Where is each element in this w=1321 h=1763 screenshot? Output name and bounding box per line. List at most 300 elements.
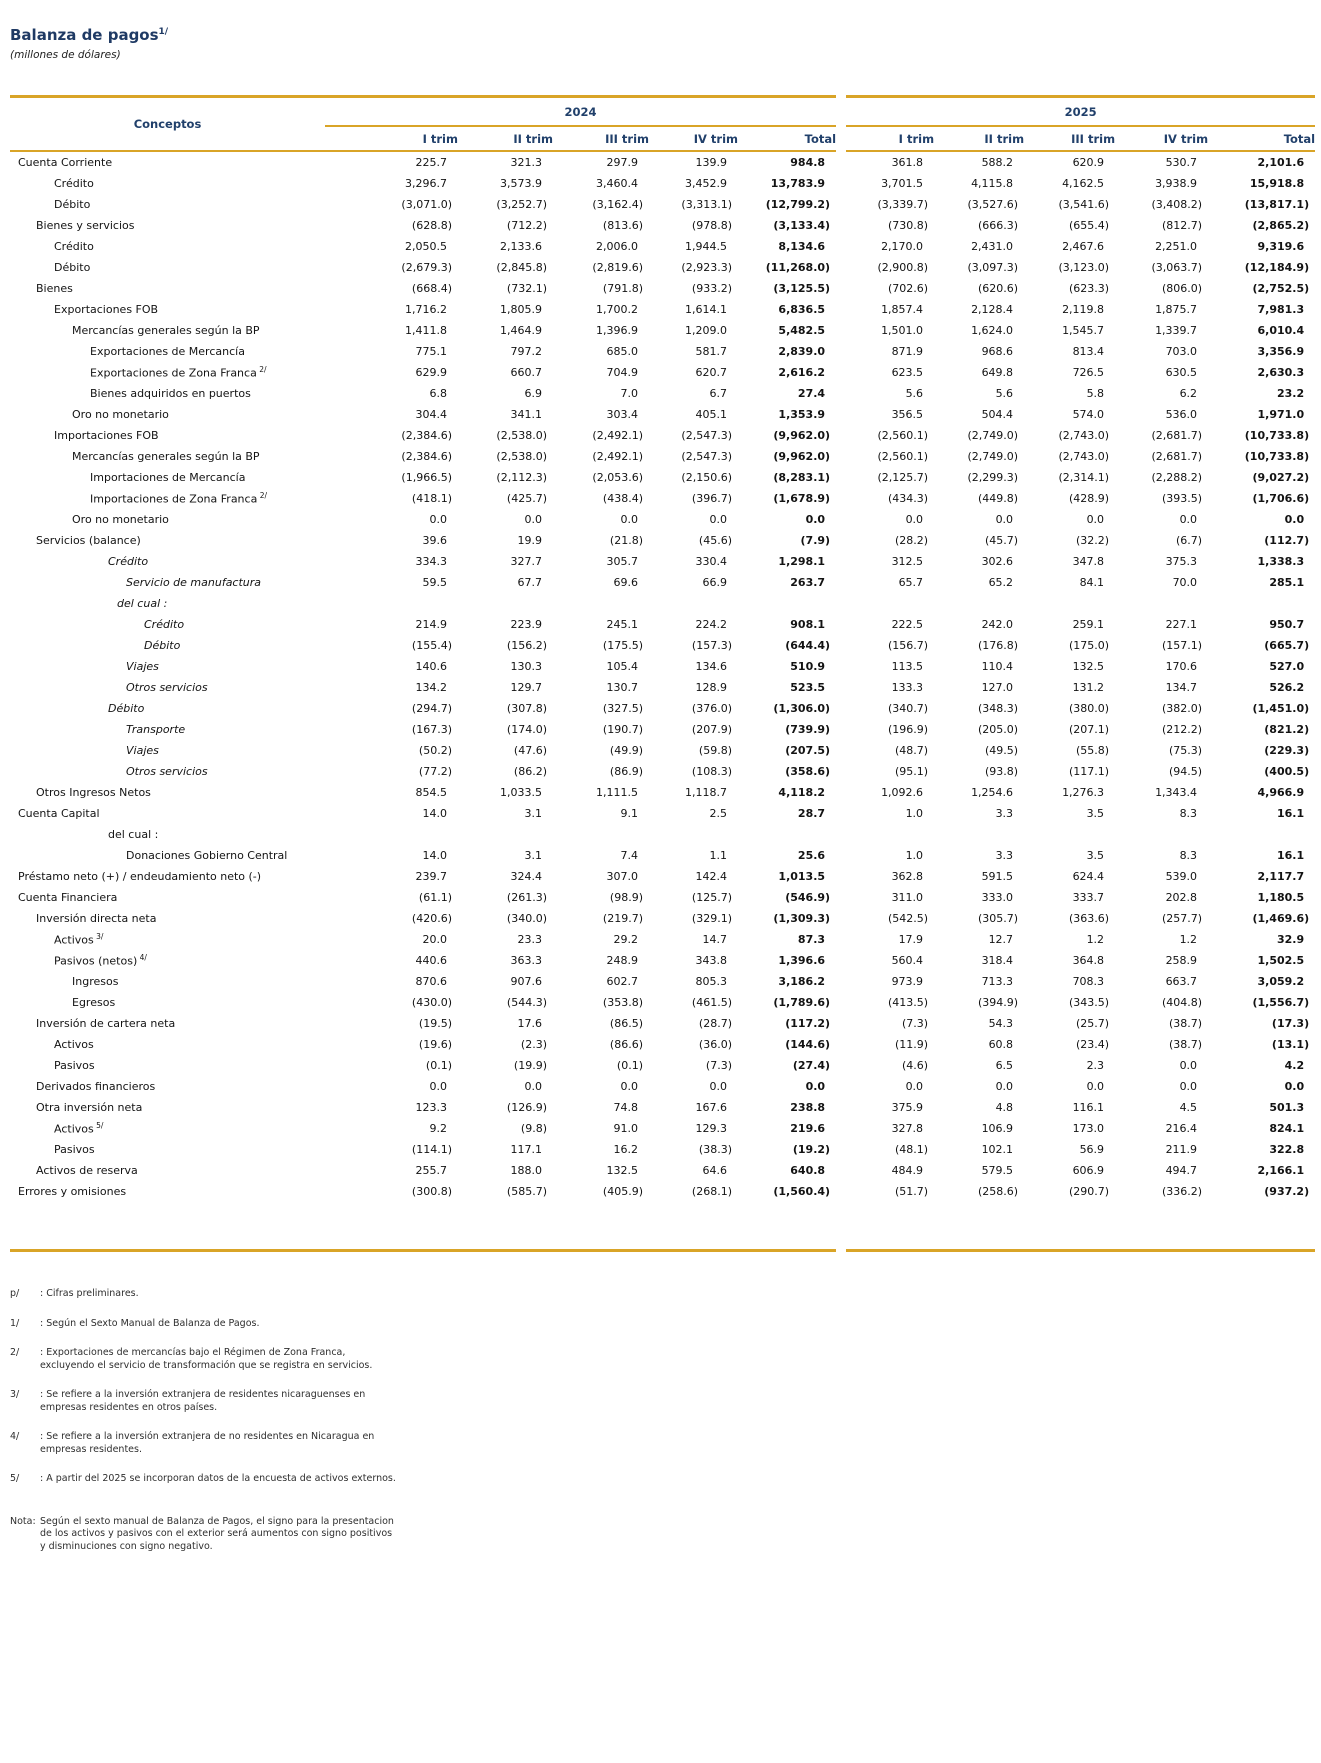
value-cell: 1,209.0	[685, 324, 727, 337]
value-cell: (28.2)	[894, 534, 929, 547]
year-group-gap	[836, 803, 846, 824]
value-cell: 188.0	[510, 1164, 542, 1177]
value-cell: (11.9)	[894, 1038, 929, 1051]
value-cell: 2.5	[709, 807, 727, 820]
total-value-cell: 2,839.0	[778, 345, 826, 358]
table-row	[10, 803, 1315, 824]
value-cell: 17.6	[517, 1017, 542, 1030]
table-row	[10, 677, 1315, 698]
title-footnote-marker: 1/	[158, 27, 169, 37]
value-cell: (19.5)	[418, 1017, 452, 1030]
table-row	[10, 1118, 1315, 1139]
value-cell: 797.2	[510, 345, 542, 358]
total-value-cell: 0.0	[805, 513, 826, 526]
value-cell: (2,150.6)	[681, 471, 732, 484]
footnote-marker: Nota:	[10, 1515, 36, 1527]
value-cell: (86.6)	[609, 1038, 643, 1051]
table-row	[10, 446, 1315, 467]
value-cell: 4,162.5	[1062, 177, 1105, 190]
value-cell: 134.2	[415, 681, 447, 694]
row-label: Cuenta Corriente	[18, 156, 113, 169]
value-cell: (19.6)	[418, 1038, 452, 1051]
value-cell: 0.0	[620, 1080, 638, 1093]
value-cell: 0.0	[709, 1080, 727, 1093]
value-cell: 606.9	[1072, 1164, 1105, 1177]
value-cell: 321.3	[510, 156, 542, 169]
value-cell: 54.3	[988, 1017, 1014, 1030]
col-header-2024-q3: III trim	[553, 126, 649, 151]
value-cell: 0.0	[1179, 1059, 1198, 1072]
value-cell: 223.9	[510, 618, 542, 631]
value-cell: (38.7)	[1168, 1038, 1203, 1051]
value-cell: (813.6)	[602, 219, 643, 232]
value-cell: 356.5	[891, 408, 924, 421]
value-cell: 375.3	[1165, 555, 1198, 568]
table-row	[10, 929, 1315, 950]
value-cell	[846, 824, 934, 845]
year-header-row	[10, 97, 1315, 127]
table-row	[10, 824, 1315, 845]
value-cell: (3,162.4)	[592, 198, 643, 211]
row-label: Inversión de cartera neta	[36, 1017, 176, 1030]
value-cell: 2,467.6	[1062, 240, 1105, 253]
value-cell: 12.7	[988, 933, 1014, 946]
value-cell: 327.7	[510, 555, 542, 568]
total-value-cell: (1,706.6)	[1252, 492, 1310, 505]
value-cell: 871.9	[891, 345, 924, 358]
value-cell: (117.1)	[1068, 765, 1110, 778]
value-cell: (428.9)	[1068, 492, 1110, 505]
table-row	[10, 740, 1315, 761]
value-cell: (61.1)	[418, 891, 452, 904]
value-cell: (55.8)	[1075, 744, 1110, 757]
value-cell: (430.0)	[411, 996, 452, 1009]
total-value-cell: 16.1	[1276, 807, 1305, 820]
total-value-cell: (2,865.2)	[1252, 219, 1310, 232]
year-group-gap	[836, 97, 846, 152]
value-cell: 2,431.0	[971, 240, 1014, 253]
total-value-cell: 3,356.9	[1257, 345, 1305, 358]
value-cell: 211.9	[1165, 1143, 1198, 1156]
value-cell: (791.8)	[602, 282, 643, 295]
total-value-cell: 0.0	[805, 1080, 826, 1093]
total-value-cell: 527.0	[1269, 660, 1305, 673]
value-cell: 1.0	[905, 849, 924, 862]
value-cell: 305.7	[606, 555, 638, 568]
value-cell: (207.9)	[691, 723, 732, 736]
value-cell: (47.6)	[513, 744, 547, 757]
value-cell: (3,527.6)	[967, 198, 1019, 211]
value-cell: (25.7)	[1075, 1017, 1110, 1030]
value-cell	[1024, 824, 1115, 845]
value-cell: (307.8)	[506, 702, 547, 715]
table-row	[10, 614, 1315, 635]
value-cell: (3,063.7)	[1151, 261, 1203, 274]
value-cell: 127.0	[981, 681, 1014, 694]
value-cell: (93.8)	[984, 765, 1019, 778]
row-label: Bienes y servicios	[36, 219, 135, 232]
value-cell: 333.0	[981, 891, 1014, 904]
value-cell	[1115, 593, 1208, 614]
table-row	[10, 698, 1315, 719]
value-cell	[846, 593, 934, 614]
col-header-2025-total: Total	[1208, 126, 1315, 151]
value-cell: 17.9	[898, 933, 924, 946]
value-cell: (343.5)	[1068, 996, 1110, 1009]
year-group-gap	[836, 488, 846, 509]
row-label: Donaciones Gobierno Central	[126, 849, 288, 862]
total-value-cell: 32.9	[1276, 933, 1305, 946]
value-cell: 5.6	[995, 387, 1014, 400]
value-cell: 6.7	[709, 387, 727, 400]
total-value-cell: (1,789.6)	[773, 996, 831, 1009]
footnote-text: : Se refiere a la inversión extranjera de residentes nicaraguenses en empresas residentes en otros países.	[40, 1389, 366, 1413]
total-value-cell: (1,469.6)	[1252, 912, 1310, 925]
value-cell: (2,492.1)	[592, 450, 643, 463]
table-row	[10, 320, 1315, 341]
total-value-cell: (2,752.5)	[1252, 282, 1310, 295]
row-label: Oro no monetario	[72, 513, 169, 526]
table-row	[10, 1013, 1315, 1034]
value-cell	[934, 593, 1024, 614]
row-label: Cuenta Capital	[18, 807, 100, 820]
total-value-cell: (10,733.8)	[1244, 450, 1310, 463]
value-cell: (3,097.3)	[967, 261, 1019, 274]
value-cell: 0.0	[1086, 1080, 1105, 1093]
footnote-marker: 3/	[10, 1389, 20, 1400]
value-cell: 91.0	[613, 1122, 638, 1135]
total-value-cell: (207.5)	[785, 744, 831, 757]
value-cell: (126.9)	[506, 1101, 547, 1114]
value-cell: 69.6	[613, 576, 638, 589]
value-cell: 216.4	[1165, 1122, 1198, 1135]
value-cell: 245.1	[606, 618, 638, 631]
footnote-text: : Se refiere a la inversión extranjera de no residentes en Nicaragua en empresas residentes.	[40, 1431, 375, 1455]
row-label: Débito	[54, 261, 91, 274]
value-cell	[553, 593, 649, 614]
value-cell: 9.2	[429, 1122, 447, 1135]
value-cell: (438.4)	[602, 492, 643, 505]
year-group-gap	[836, 299, 846, 320]
table-row	[10, 1055, 1315, 1076]
value-cell	[649, 593, 738, 614]
total-value-cell: 15,918.8	[1249, 177, 1305, 190]
year-group-gap	[836, 824, 846, 845]
col-header-2025-q3: III trim	[1024, 126, 1115, 151]
row-footnote-marker: 5/	[93, 1121, 104, 1131]
value-cell: 222.5	[891, 618, 924, 631]
total-value-cell: 2,117.7	[1257, 870, 1305, 883]
value-cell: (544.3)	[506, 996, 547, 1009]
total-value-cell: (7.9)	[800, 534, 831, 547]
total-value-cell	[1208, 593, 1315, 614]
table-row	[10, 719, 1315, 740]
year-group-gap	[836, 866, 846, 887]
total-value-cell: 4,966.9	[1257, 786, 1305, 799]
row-footnote-marker: 2/	[257, 491, 268, 501]
value-cell: 1,396.9	[596, 324, 638, 337]
row-label: Crédito	[54, 240, 94, 253]
value-cell: (86.9)	[609, 765, 643, 778]
row-label: Viajes	[126, 744, 159, 757]
value-cell: 560.4	[891, 954, 924, 967]
value-cell: 2,128.4	[971, 303, 1014, 316]
total-value-cell: (10,733.8)	[1244, 429, 1310, 442]
total-value-cell: 13,783.9	[770, 177, 826, 190]
value-cell: 255.7	[415, 1164, 447, 1177]
value-cell: 0.0	[995, 513, 1014, 526]
total-value-cell: 501.3	[1269, 1101, 1305, 1114]
value-cell: (98.9)	[609, 891, 643, 904]
value-cell: 660.7	[510, 366, 542, 379]
year-group-gap	[836, 698, 846, 719]
value-cell: 4.5	[1179, 1101, 1198, 1114]
value-cell: 1,118.7	[685, 786, 727, 799]
value-cell: (7.3)	[705, 1059, 732, 1072]
value-cell: 142.4	[695, 870, 727, 883]
value-cell: (4.6)	[901, 1059, 929, 1072]
value-cell: 3.5	[1086, 849, 1105, 862]
footnote-marker: 5/	[10, 1473, 20, 1484]
value-cell	[325, 593, 458, 614]
page-title	[10, 26, 1315, 44]
value-cell: 704.9	[606, 366, 638, 379]
year-group-gap	[836, 929, 846, 950]
footnote-text: : A partir del 2025 se incorporan datos de la encuesta de activos externos.	[40, 1473, 396, 1484]
total-value-cell: 27.4	[797, 387, 826, 400]
row-label: Bienes	[36, 282, 73, 295]
table-row	[10, 530, 1315, 551]
value-cell: (2,384.6)	[401, 429, 452, 442]
value-cell: 65.7	[898, 576, 924, 589]
row-label: del cual :	[108, 828, 159, 841]
value-cell: 1,624.0	[971, 324, 1014, 337]
value-cell: 14.0	[422, 807, 447, 820]
year-group-gap	[836, 971, 846, 992]
value-cell: 311.0	[891, 891, 924, 904]
value-cell: 102.1	[981, 1143, 1014, 1156]
total-value-cell: (11,268.0)	[765, 261, 831, 274]
total-value-cell: 9,319.6	[1257, 240, 1305, 253]
value-cell: (207.1)	[1068, 723, 1110, 736]
value-cell: 327.8	[891, 1122, 924, 1135]
table-row	[10, 656, 1315, 677]
row-footnote-marker: 4/	[137, 953, 147, 963]
footnote-marker: 2/	[10, 1347, 20, 1358]
value-cell: 581.7	[695, 345, 727, 358]
table-row	[10, 151, 1315, 173]
concepts-header: Conceptos	[10, 97, 325, 152]
value-cell: (329.1)	[691, 912, 732, 925]
row-footnote-marker: 2/	[256, 365, 267, 375]
value-cell	[1024, 593, 1115, 614]
value-cell	[458, 593, 553, 614]
value-cell: (0.1)	[425, 1059, 452, 1072]
total-value-cell: 1,298.1	[778, 555, 826, 568]
value-cell: 59.5	[422, 576, 447, 589]
value-cell: (86.2)	[513, 765, 547, 778]
table-row	[10, 383, 1315, 404]
value-cell: (585.7)	[506, 1185, 547, 1198]
row-label: Crédito	[144, 618, 185, 631]
value-cell: (336.2)	[1161, 1185, 1203, 1198]
value-cell: 494.7	[1165, 1164, 1198, 1177]
total-value-cell: 8,134.6	[778, 240, 826, 253]
value-cell: 685.0	[606, 345, 638, 358]
total-value-cell: (400.5)	[1264, 765, 1310, 778]
row-label: Transporte	[126, 723, 186, 736]
value-cell: 0.0	[1179, 1080, 1198, 1093]
value-cell: 167.6	[695, 1101, 727, 1114]
year-group-gap	[836, 908, 846, 929]
value-cell: (3,541.6)	[1058, 198, 1110, 211]
value-cell: (51.7)	[894, 1185, 929, 1198]
row-label: Egresos	[72, 996, 116, 1009]
value-cell: 258.9	[1165, 954, 1198, 967]
value-cell: 66.9	[702, 576, 727, 589]
value-cell: 708.3	[1072, 975, 1105, 988]
value-cell: (157.1)	[1161, 639, 1203, 652]
total-value-cell	[738, 593, 836, 614]
total-value-cell: 1,396.6	[778, 954, 826, 967]
total-value-cell: 0.0	[1284, 513, 1305, 526]
value-cell: 363.3	[510, 954, 542, 967]
year-group-gap	[836, 530, 846, 551]
value-cell: 1,411.8	[405, 324, 447, 337]
total-value-cell: 2,166.1	[1257, 1164, 1305, 1177]
value-cell: (353.8)	[602, 996, 643, 1009]
value-cell: 324.4	[510, 870, 542, 883]
table-row	[10, 278, 1315, 299]
value-cell: 591.5	[981, 870, 1014, 883]
value-cell: 130.3	[510, 660, 542, 673]
value-cell: 713.3	[981, 975, 1014, 988]
value-cell: 2,133.6	[500, 240, 542, 253]
value-cell: 3.3	[995, 807, 1014, 820]
value-cell: 225.7	[415, 156, 447, 169]
value-cell: (45.7)	[984, 534, 1019, 547]
value-cell: 14.0	[422, 849, 447, 862]
total-value-cell: (12,184.9)	[1244, 261, 1310, 274]
value-cell: 504.4	[981, 408, 1014, 421]
value-cell: 5.8	[1086, 387, 1105, 400]
value-cell: 623.5	[891, 366, 924, 379]
row-label: Crédito	[108, 555, 149, 568]
value-cell: (167.3)	[411, 723, 452, 736]
value-cell: (978.8)	[691, 219, 732, 232]
value-cell: 3,938.9	[1155, 177, 1198, 190]
value-cell: 620.9	[1072, 156, 1105, 169]
value-cell: 0.0	[1179, 513, 1198, 526]
value-cell: (48.7)	[894, 744, 929, 757]
value-cell: 973.9	[891, 975, 924, 988]
total-value-cell: (112.7)	[1264, 534, 1310, 547]
total-value-cell: 2,630.3	[1257, 366, 1305, 379]
value-cell: (86.5)	[609, 1017, 643, 1030]
value-cell: 16.2	[613, 1143, 638, 1156]
value-cell: 539.0	[1165, 870, 1198, 883]
value-cell: 3.1	[524, 849, 542, 862]
year-group-gap	[836, 761, 846, 782]
value-cell: 2.3	[1086, 1059, 1105, 1072]
value-cell: 130.7	[606, 681, 638, 694]
year-group-gap	[836, 194, 846, 215]
table-row	[10, 887, 1315, 908]
footnote-item	[10, 1318, 440, 1331]
value-cell: 341.1	[510, 408, 542, 421]
value-cell: (712.2)	[506, 219, 547, 232]
row-label: Activos $^{3/}$	[54, 932, 104, 947]
year-group-gap	[836, 151, 846, 173]
row-label: Activos	[54, 1038, 94, 1051]
row-label: Activos $^{5/}$	[54, 1121, 104, 1136]
year-group-gap	[836, 341, 846, 362]
total-value-cell: (358.6)	[785, 765, 831, 778]
table-row	[10, 866, 1315, 887]
value-cell: 726.5	[1072, 366, 1105, 379]
value-cell: (425.7)	[506, 492, 547, 505]
table-row	[10, 908, 1315, 929]
year-group-gap	[836, 1097, 846, 1118]
total-value-cell: 3,059.2	[1257, 975, 1305, 988]
value-cell: (38.7)	[1168, 1017, 1203, 1030]
value-cell: (0.1)	[616, 1059, 643, 1072]
total-value-cell: 6,010.4	[1257, 324, 1305, 337]
value-cell: (413.5)	[887, 996, 929, 1009]
value-cell	[1115, 824, 1208, 845]
total-value-cell: 6,836.5	[778, 303, 826, 316]
total-value-cell: 824.1	[1269, 1122, 1305, 1135]
value-cell: (396.7)	[691, 492, 732, 505]
footnote-item	[10, 1288, 440, 1301]
page-title-text: Balanza de pagos	[10, 26, 159, 44]
total-value-cell: (3,133.4)	[773, 219, 831, 232]
value-cell: 14.7	[702, 933, 727, 946]
value-cell: (933.2)	[691, 282, 732, 295]
total-value-cell: (27.4)	[792, 1059, 831, 1072]
total-value-cell: (644.4)	[785, 639, 831, 652]
page-subtitle: (millones de dólares)	[10, 49, 121, 61]
total-value-cell: (1,451.0)	[1252, 702, 1310, 715]
col-header-2024-q1: I trim	[325, 126, 458, 151]
row-label: Servicio de manufactura	[126, 576, 262, 589]
value-cell: (404.8)	[1161, 996, 1203, 1009]
value-cell: (3,252.7)	[496, 198, 547, 211]
value-cell: 106.9	[981, 1122, 1014, 1135]
value-cell: (2,538.0)	[496, 450, 547, 463]
value-cell: (175.5)	[602, 639, 643, 652]
value-cell: 39.6	[422, 534, 447, 547]
value-cell: 133.3	[891, 681, 924, 694]
value-cell: (261.3)	[506, 891, 547, 904]
year-group-gap	[836, 593, 846, 614]
value-cell: 227.1	[1165, 618, 1198, 631]
value-cell: (95.1)	[894, 765, 929, 778]
value-cell: (2,681.7)	[1151, 429, 1203, 442]
value-cell: (175.0)	[1068, 639, 1110, 652]
value-cell: 649.8	[981, 366, 1014, 379]
value-cell: (348.3)	[977, 702, 1019, 715]
total-value-cell: 1,013.5	[778, 870, 826, 883]
value-cell: (461.5)	[691, 996, 732, 1009]
total-value-cell: (739.9)	[785, 723, 831, 736]
value-cell: (2,560.1)	[877, 429, 929, 442]
value-cell: (156.2)	[506, 639, 547, 652]
value-cell: 1,875.7	[1155, 303, 1198, 316]
year-group-gap	[836, 1160, 846, 1181]
value-cell: 248.9	[606, 954, 638, 967]
value-cell: (2,749.0)	[967, 450, 1019, 463]
